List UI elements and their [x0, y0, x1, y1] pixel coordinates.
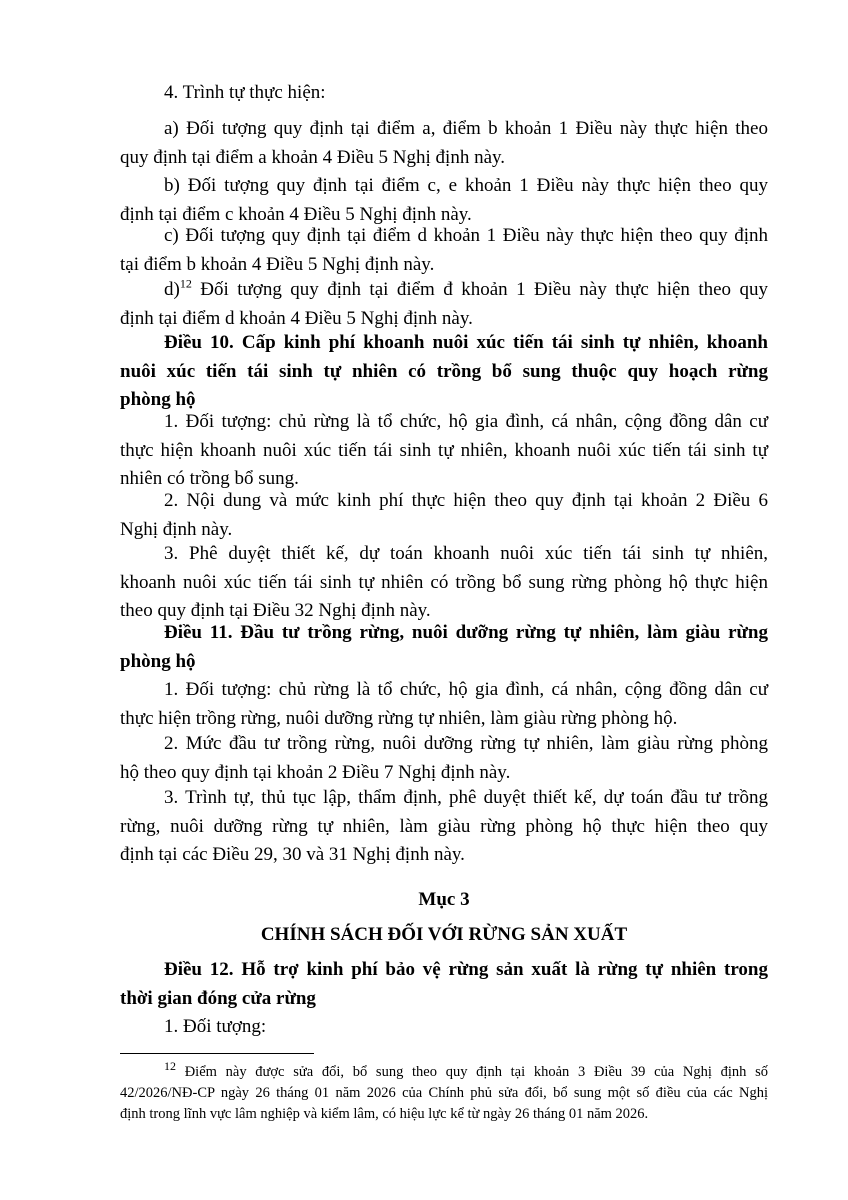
text-line: Điều 10. Cấp kinh phí khoanh nuôi xúc tiến tái sinh tự nhiên, khoanh: [164, 332, 768, 353]
text-line: 1. Đối tượng: chủ rừng là tổ chức, hộ gia đình, cá nhân, cộng đồng dân cư: [164, 679, 768, 700]
text-line: Điều 12. Hỗ trợ kinh phí bảo vệ rừng sản xuất là rừng tự nhiên trong: [164, 959, 768, 980]
text-line: 1. Đối tượng:: [164, 1016, 267, 1037]
item-label: d): [164, 279, 180, 300]
text-line: b) Đối tượng quy định tại điểm c, e khoản 1 Điều này thực hiện theo quy: [164, 175, 768, 196]
text-line: [120, 1059, 768, 1083]
text-line: tại điểm b khoản 4 Điều 5 Nghị định này.: [120, 253, 435, 275]
footnote-reference[interactable]: 12: [179, 276, 192, 291]
text-line: 4. Trình tự thực hiện:: [164, 82, 326, 103]
text-line: thực hiện khoanh nuôi xúc tiến tái sinh tự nhiên, khoanh nuôi xúc tiến tái sinh tự: [120, 439, 768, 461]
text-line: định tại điểm c khoản 4 Điều 5 Nghị định này.: [120, 203, 472, 225]
text-line: phòng hộ: [120, 650, 196, 672]
text-line: định trong lĩnh vực lâm nghiệp và kiểm lâm, có hiệu lực kể từ ngày 26 tháng 01 năm 2026.: [120, 1106, 649, 1122]
text-line: 3. Trình tự, thủ tục lập, thẩm định, phê duyệt thiết kế, dự toán đầu tư trồng: [164, 787, 768, 808]
text-line: c) Đối tượng quy định tại điểm d khoản 1 Điều này thực hiện theo quy định: [164, 225, 768, 246]
article-10-clause-2: [120, 487, 768, 544]
text-line: Điều 11. Đầu tư trồng rừng, nuôi dưỡng rừng tự nhiên, làm giàu rừng: [164, 622, 768, 643]
text-line: 2. Nội dung và mức kinh phí thực hiện theo quy định tại khoản 2 Điều 6: [164, 490, 768, 511]
text-line: phòng hộ: [120, 389, 196, 410]
article-12-clause-1: [120, 1013, 768, 1042]
text-line: nhiên có trồng bổ sung.: [120, 468, 299, 489]
text-line: định tại điểm d khoản 4 Điều 5 Nghị định này.: [120, 307, 473, 329]
article-11-clause-1: [120, 676, 768, 733]
paragraph-a: [120, 115, 768, 172]
text-line: Nghị định này.: [120, 518, 233, 540]
text-line: theo quy định tại Điều 32 Nghị định này.: [120, 600, 431, 621]
text-fragment: Điểm này được sửa đổi, bổ sung theo quy định tại khoản 3 Điều 39 của Nghị định số: [176, 1064, 768, 1080]
section-3-label: [120, 886, 768, 915]
text-line: thực hiện trồng rừng, nuôi dưỡng rừng tự nhiên, làm giàu rừng phòng hộ.: [120, 707, 678, 729]
footnote-separator: [120, 1053, 314, 1054]
article-11-clause-2: [120, 730, 768, 787]
text-line: hộ theo quy định tại khoản 2 Điều 7 Nghị định này.: [120, 761, 511, 783]
text-line: [120, 276, 768, 305]
paragraph-trinh-tu: [120, 79, 768, 108]
article-10-heading: [120, 329, 768, 415]
text-line: CHÍNH SÁCH ĐỐI VỚI RỪNG SẢN XUẤT: [260, 924, 628, 945]
footnote-12: [120, 1059, 768, 1125]
text-line: khoanh nuôi xúc tiến tái sinh tự nhiên có trồng bổ sung rừng phòng hộ thực hiện: [120, 571, 768, 593]
text-line: 1. Đối tượng: chủ rừng là tổ chức, hộ gia đình, cá nhân, cộng đồng dân cư: [164, 411, 768, 432]
article-11-clause-3: [120, 784, 768, 870]
text-line: nuôi xúc tiến tái sinh tự nhiên có trồng bổ sung thuộc quy hoạch rừng: [120, 360, 768, 382]
article-10-clause-3: [120, 540, 768, 626]
article-10-clause-1: [120, 408, 768, 494]
text-line: Mục 3: [418, 889, 470, 910]
paragraph-c: [120, 222, 768, 279]
text-line: rừng, nuôi dưỡng rừng tự nhiên, làm giàu rừng phòng hộ thực hiện theo quy: [120, 815, 768, 837]
text-line: 2. Mức đầu tư trồng rừng, nuôi dưỡng rừng tự nhiên, làm giàu rừng phòng: [164, 733, 768, 754]
text-line: định tại các Điều 29, 30 và 31 Nghị định này.: [120, 844, 465, 865]
section-3-title: [120, 921, 768, 950]
footnote-number: 12: [164, 1059, 176, 1074]
article-12-heading: [120, 956, 768, 1013]
text-line: thời gian đóng cửa rừng: [120, 987, 316, 1009]
paragraph-d: [120, 276, 768, 333]
text-fragment: Đối tượng quy định tại điểm đ khoản 1 Điều này thực hiện theo quy: [191, 279, 768, 300]
text-line: quy định tại điểm a khoản 4 Điều 5 Nghị định này.: [120, 146, 506, 168]
text-line: a) Đối tượng quy định tại điểm a, điểm b khoản 1 Điều này thực hiện theo: [164, 118, 768, 139]
text-line: 3. Phê duyệt thiết kế, dự toán khoanh nuôi xúc tiến tái sinh tự nhiên,: [164, 543, 768, 564]
text-line: 42/2026/NĐ-CP ngày 26 tháng 01 năm 2026 của Chính phủ sửa đổi, bổ sung một số điều của các Nghị: [120, 1085, 768, 1101]
article-11-heading: [120, 619, 768, 676]
paragraph-b: [120, 172, 768, 229]
